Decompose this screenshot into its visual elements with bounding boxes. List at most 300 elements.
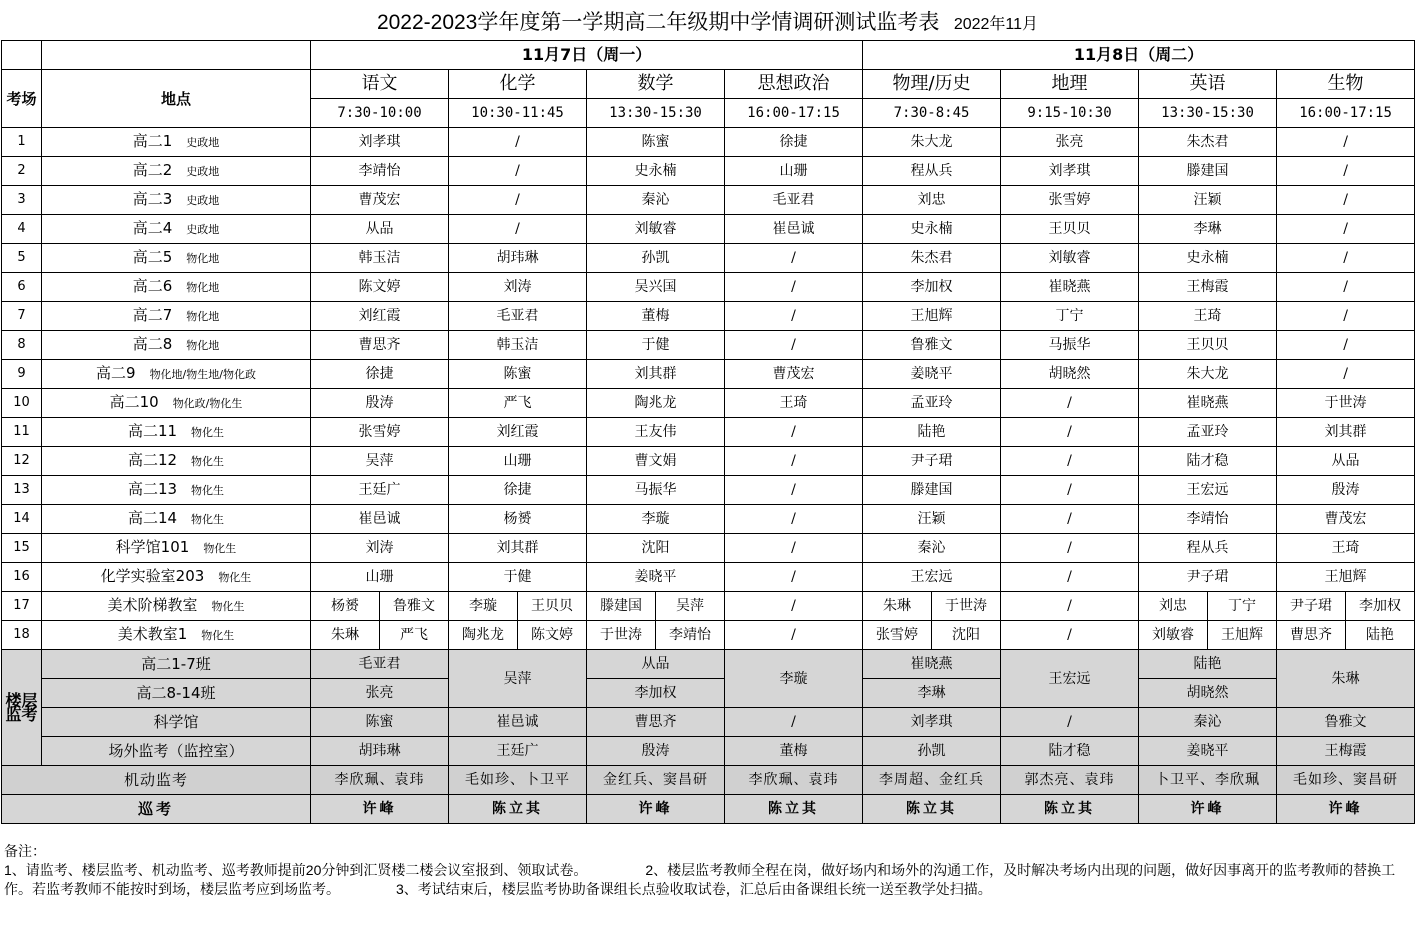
floor-proctor-cell: 董梅: [725, 737, 863, 766]
floor-row: [2, 650, 1415, 679]
proctor-cell: 朱杰君: [863, 244, 1001, 273]
proctor-cell: 陈蜜: [449, 360, 587, 389]
proctor-cell: 崔晓燕: [1001, 273, 1139, 302]
table-row: [2, 186, 1415, 215]
proctor-cell: /: [1277, 186, 1415, 215]
room-name: 高二11: [127, 422, 178, 440]
room-track: 史政地: [186, 136, 220, 149]
title-date: 2022年11月: [953, 16, 1039, 33]
proctor-cell: 从品: [1277, 447, 1415, 476]
proctor-name: 王贝贝: [517, 592, 586, 620]
floor-proctor-cell: 陆才稳: [1001, 737, 1139, 766]
day2-header: 11月8日（周二）: [863, 41, 1415, 70]
mobile-row: [2, 766, 1415, 795]
proctor-cell: [587, 621, 725, 650]
proctor-cell: 刘涛: [449, 273, 587, 302]
proctor-cell: 李加权: [863, 273, 1001, 302]
table-row: [2, 128, 1415, 157]
proctor-name: 沈阳: [931, 621, 1000, 649]
floor-area: 科学馆: [42, 708, 311, 737]
proctor-name: 刘敏睿: [1152, 627, 1195, 643]
proctor-cell: [1139, 621, 1277, 650]
room-name: 高二8: [132, 335, 173, 353]
proctor-cell: 汪颖: [1139, 186, 1277, 215]
proctor-pair: [1139, 592, 1276, 620]
exam-schedule-table: [1, 40, 1415, 824]
proctor-cell: /: [725, 244, 863, 273]
floor-proctor-cell: 张亮: [311, 679, 449, 708]
proctor-cell: /: [1277, 331, 1415, 360]
table-row: [2, 273, 1415, 302]
proctor-name: 李靖怡: [655, 621, 724, 649]
proctor-cell: 李靖怡: [1139, 505, 1277, 534]
proctor-cell: 胡玮琳: [449, 244, 587, 273]
room-location: [42, 621, 311, 650]
proctor-name: 李加权: [1345, 592, 1414, 620]
mobile-proctor-cell: 李欣珮、袁玮: [725, 766, 863, 795]
mobile-proctor-cell: 毛如珍、卜卫平: [449, 766, 587, 795]
proctor-cell: 毛亚君: [449, 302, 587, 331]
proctor-cell: [311, 621, 449, 650]
proctor-cell: 程从兵: [1139, 534, 1277, 563]
room-track: 史政地: [186, 194, 220, 207]
mobile-proctor-cell: 李欣珮、袁玮: [311, 766, 449, 795]
proctor-cell: 徐捷: [311, 360, 449, 389]
room-name: 高二6: [132, 277, 173, 295]
floor-proctor-cell: 鲁雅文: [1277, 708, 1415, 737]
proctor-cell: [449, 592, 587, 621]
proctor-pair: [311, 592, 448, 620]
proctor-cell: 刘其群: [587, 360, 725, 389]
time-header: 10:30-11:45: [449, 99, 587, 128]
proctor-cell: 董梅: [587, 302, 725, 331]
proctor-cell: 姜晓平: [587, 563, 725, 592]
proctor-cell: /: [1277, 273, 1415, 302]
room-name: 高二3: [132, 190, 173, 208]
proctor-name: 陆艳: [1345, 621, 1414, 649]
proctor-cell: 于世涛: [1277, 389, 1415, 418]
proctor-cell: 汪颖: [863, 505, 1001, 534]
proctor-cell: 尹子珺: [863, 447, 1001, 476]
proctor-cell: 王廷广: [311, 476, 449, 505]
proctor-cell: 朱杰君: [1139, 128, 1277, 157]
room-location: [42, 273, 311, 302]
proctor-name: 于世涛: [600, 627, 642, 643]
proctor-cell: 韩玉洁: [311, 244, 449, 273]
proctor-cell: 秦沁: [863, 534, 1001, 563]
table-row: [2, 476, 1415, 505]
proctor-cell: 陶兆龙: [587, 389, 725, 418]
room-name: 高二4: [132, 219, 173, 237]
header-subject-row: [2, 70, 1415, 99]
floor-proctor-cell: 吴萍: [449, 650, 587, 708]
room-name: 高二1: [132, 132, 173, 150]
mobile-proctor-cell: 金红兵、窦昌研: [587, 766, 725, 795]
proctor-cell: [449, 621, 587, 650]
table-row: [2, 534, 1415, 563]
room-location: [42, 534, 311, 563]
room-location: [42, 157, 311, 186]
proctor-cell: 曹思齐: [311, 331, 449, 360]
subject-header: 物理/历史: [863, 70, 1001, 99]
patrol-cell: 陈立其: [449, 795, 587, 824]
blank-cell: [42, 41, 311, 70]
room-number: 13: [2, 476, 42, 505]
proctor-cell: 刘敏睿: [1001, 244, 1139, 273]
proctor-cell: 王旭辉: [1277, 563, 1415, 592]
proctor-cell: 杨赟: [449, 505, 587, 534]
floor-area: 场外监考（监控室）: [42, 737, 311, 766]
proctor-name: 滕建国: [600, 598, 642, 614]
subject-header: 英语: [1139, 70, 1277, 99]
proctor-cell: /: [1001, 592, 1139, 621]
room-name: 高二7: [132, 306, 173, 324]
proctor-pair: [1277, 592, 1414, 620]
proctor-cell: 刘孝琪: [1001, 157, 1139, 186]
room-track: 物化生: [201, 629, 235, 642]
table-row: [2, 331, 1415, 360]
sheet-title: [0, 6, 1415, 36]
proctor-cell: 刘其群: [1277, 418, 1415, 447]
room-location: [42, 592, 311, 621]
proctor-cell: /: [725, 505, 863, 534]
proctor-cell: /: [1001, 534, 1139, 563]
proctor-cell: 陆才稳: [1139, 447, 1277, 476]
room-location: [42, 360, 311, 389]
patrol-cell: 陈立其: [863, 795, 1001, 824]
table-row: [2, 215, 1415, 244]
proctor-cell: [1277, 621, 1415, 650]
proctor-cell: 王梅霞: [1139, 273, 1277, 302]
proctor-cell: /: [1277, 244, 1415, 273]
proctor-cell: /: [449, 215, 587, 244]
room-track: 史政地: [186, 223, 220, 236]
proctor-cell: /: [725, 418, 863, 447]
room-name: 高二5: [132, 248, 173, 266]
proctor-name: 尹子珺: [1290, 598, 1333, 614]
proctor-cell: /: [1277, 302, 1415, 331]
room-track: 物化生: [191, 513, 225, 526]
proctor-cell: 王琦: [725, 389, 863, 418]
room-number: 17: [2, 592, 42, 621]
proctor-cell: /: [1001, 563, 1139, 592]
proctor-cell: 徐捷: [449, 476, 587, 505]
proctor-cell: 严飞: [449, 389, 587, 418]
proctor-cell: 张雪婷: [311, 418, 449, 447]
room-number: 7: [2, 302, 42, 331]
proctor-cell: /: [725, 331, 863, 360]
proctor-cell: 崔晓燕: [1139, 389, 1277, 418]
room-track: 物化生: [203, 542, 237, 555]
proctor-cell: /: [725, 621, 863, 650]
proctor-cell: 姜晓平: [863, 360, 1001, 389]
proctor-cell: 殷涛: [311, 389, 449, 418]
proctor-cell: 王琦: [1277, 534, 1415, 563]
proctor-cell: /: [1277, 128, 1415, 157]
proctor-pair: [1277, 621, 1414, 649]
floor-area: 高二1-7班: [42, 650, 311, 679]
proctor-name: 陶兆龙: [462, 627, 504, 643]
proctor-cell: /: [1001, 505, 1139, 534]
title-text: 2022-2023学年度第一学期高二年级期中学情调研测试监考表: [376, 11, 940, 34]
proctor-pair: [311, 621, 448, 649]
proctor-pair: [587, 621, 724, 649]
proctor-cell: 刘其群: [449, 534, 587, 563]
floor-proctor-cell: 朱琳: [1277, 650, 1415, 708]
floor-proctor-cell: 刘孝琪: [863, 708, 1001, 737]
floor-proctor-cell: 殷涛: [587, 737, 725, 766]
proctor-pair: [863, 592, 1000, 620]
proctor-pair: [587, 592, 724, 620]
note-3: 3、考试结束后，楼层监考协助备课组长点验收取试卷，汇总后由备课组长统一送至教学处扫描。: [396, 881, 992, 897]
table-row: [2, 360, 1415, 389]
proctor-cell: 刘敏睿: [587, 215, 725, 244]
proctor-cell: 毛亚君: [725, 186, 863, 215]
proctor-name: 鲁雅文: [379, 592, 448, 620]
proctor-cell: 王友伟: [587, 418, 725, 447]
floor-proctor-cell: 崔邑诚: [449, 708, 587, 737]
subject-header: 思想政治: [725, 70, 863, 99]
proctor-cell: 朱大龙: [1139, 360, 1277, 389]
room-name: 高二12: [127, 451, 178, 469]
room-track: 物化生: [191, 484, 225, 497]
proctor-pair: [1139, 621, 1276, 649]
proctor-cell: /: [725, 592, 863, 621]
room-number: 3: [2, 186, 42, 215]
floor-proctor-cell: 李加权: [587, 679, 725, 708]
room-number: 12: [2, 447, 42, 476]
room-number: 14: [2, 505, 42, 534]
proctor-cell: 曹文娟: [587, 447, 725, 476]
patrol-cell: 陈立其: [725, 795, 863, 824]
proctor-cell: 吴萍: [311, 447, 449, 476]
table-row: [2, 621, 1415, 650]
proctor-cell: /: [1001, 389, 1139, 418]
proctor-cell: 刘孝琪: [311, 128, 449, 157]
proctor-name: 陈文婷: [517, 621, 586, 649]
proctor-cell: /: [1277, 360, 1415, 389]
mobile-label: 机动监考: [2, 766, 311, 795]
proctor-cell: 陆艳: [863, 418, 1001, 447]
floor-proctor-cell: 秦沁: [1139, 708, 1277, 737]
proctor-cell: [1277, 592, 1415, 621]
table-row: [2, 418, 1415, 447]
room-track: 物化地: [186, 310, 220, 323]
proctor-cell: 史永楠: [1139, 244, 1277, 273]
floor-proctor-cell: /: [725, 708, 863, 737]
table-row: [2, 563, 1415, 592]
proctor-cell: 马振华: [587, 476, 725, 505]
proctor-cell: 王宏远: [1139, 476, 1277, 505]
proctor-name: 曹思齐: [1290, 627, 1333, 643]
proctor-name: 丁宁: [1207, 592, 1276, 620]
proctor-cell: 孙凯: [587, 244, 725, 273]
table-row: [2, 302, 1415, 331]
room-track: 物化地: [186, 339, 220, 352]
proctor-cell: 滕建国: [1139, 157, 1277, 186]
mobile-proctor-cell: 郭杰亮、袁玮: [1001, 766, 1139, 795]
proctor-cell: 丁宁: [1001, 302, 1139, 331]
proctor-cell: 徐捷: [725, 128, 863, 157]
proctor-cell: /: [449, 128, 587, 157]
floor-proctor-cell: 孙凯: [863, 737, 1001, 766]
proctor-name: 王旭辉: [1207, 621, 1276, 649]
proctor-cell: 于健: [587, 331, 725, 360]
proctor-cell: /: [1277, 215, 1415, 244]
proctor-cell: /: [725, 273, 863, 302]
proctor-cell: 刘涛: [311, 534, 449, 563]
room-number: 1: [2, 128, 42, 157]
proctor-pair: [449, 592, 586, 620]
room-name: 高二14: [127, 509, 178, 527]
room-number: 8: [2, 331, 42, 360]
note-2: 2、楼层监考教师全程在岗，做好场内和场外的沟通工作，及时解决考场内出现的问题，做好因事离开的监考教师的替换工作。若监考教师不能按时到场，楼层监考应到场监考。: [4, 862, 1396, 897]
patrol-row: [2, 795, 1415, 824]
note-1: 1、请监考、楼层监考、机动监考、巡考教师提前20分钟到汇贤楼二楼会议室报到、领取试卷。: [4, 862, 588, 878]
room-track: 物化地: [186, 281, 220, 294]
time-header: 16:00-17:15: [1277, 99, 1415, 128]
proctor-cell: 于健: [449, 563, 587, 592]
time-header: 13:30-15:30: [587, 99, 725, 128]
floor-proctor-cell: 李琳: [863, 679, 1001, 708]
table-row: [2, 244, 1415, 273]
time-header: 9:15-10:30: [1001, 99, 1139, 128]
floor-proctor-cell: 崔晓燕: [863, 650, 1001, 679]
room-location: [42, 389, 311, 418]
proctor-cell: 胡晓然: [1001, 360, 1139, 389]
patrol-cell: 许峰: [587, 795, 725, 824]
floor-proctor-cell: 王廷广: [449, 737, 587, 766]
room-name: 高二10: [109, 393, 159, 411]
proctor-cell: 孟亚玲: [1139, 418, 1277, 447]
location-col-header: 地点: [42, 70, 311, 128]
floor-proctor-cell: 王宏远: [1001, 650, 1139, 708]
subject-header: 数学: [587, 70, 725, 99]
room-number: 15: [2, 534, 42, 563]
notes-heading: 备注：: [4, 843, 46, 859]
proctor-name: 朱琳: [331, 627, 359, 643]
room-number: 11: [2, 418, 42, 447]
subject-header: 地理: [1001, 70, 1139, 99]
proctor-cell: 山珊: [311, 563, 449, 592]
proctor-name: 朱琳: [883, 598, 912, 614]
proctor-cell: 王旭辉: [863, 302, 1001, 331]
room-number: 9: [2, 360, 42, 389]
patrol-cell: 许峰: [1139, 795, 1277, 824]
proctor-cell: 刘红霞: [449, 418, 587, 447]
table-row: [2, 389, 1415, 418]
proctor-pair: [449, 621, 586, 649]
mobile-proctor-cell: 李周超、金红兵: [863, 766, 1001, 795]
room-location: [42, 505, 311, 534]
proctor-cell: 陈文婷: [311, 273, 449, 302]
time-header: 16:00-17:15: [725, 99, 863, 128]
room-track: 史政地: [186, 165, 220, 178]
floor-proctor-label: 楼层监考: [2, 650, 42, 766]
room-track: 物化生: [218, 571, 252, 584]
proctor-cell: 曹茂宏: [1277, 505, 1415, 534]
floor-proctor-cell: 毛亚君: [311, 650, 449, 679]
room-location: [42, 447, 311, 476]
proctor-cell: 曹茂宏: [311, 186, 449, 215]
subject-header: 生物: [1277, 70, 1415, 99]
proctor-cell: 山珊: [725, 157, 863, 186]
proctor-cell: /: [725, 302, 863, 331]
room-track: 物化政/物化生: [172, 397, 243, 410]
floor-row: [2, 737, 1415, 766]
proctor-cell: 王宏远: [863, 563, 1001, 592]
room-number: 2: [2, 157, 42, 186]
time-header: 7:30-10:00: [311, 99, 449, 128]
proctor-cell: 刘红霞: [311, 302, 449, 331]
proctor-cell: 尹子珺: [1139, 563, 1277, 592]
proctor-cell: /: [725, 563, 863, 592]
proctor-cell: 刘忠: [863, 186, 1001, 215]
floor-row: [2, 708, 1415, 737]
floor-proctor-cell: 陆艳: [1139, 650, 1277, 679]
room-track: 物化生: [191, 455, 225, 468]
proctor-name: 吴萍: [655, 592, 724, 620]
proctor-cell: 程从兵: [863, 157, 1001, 186]
proctor-cell: 李靖怡: [311, 157, 449, 186]
proctor-cell: 张亮: [1001, 128, 1139, 157]
proctor-cell: [863, 621, 1001, 650]
room-number: 16: [2, 563, 42, 592]
proctor-cell: [587, 592, 725, 621]
proctor-cell: 张雪婷: [1001, 186, 1139, 215]
table-row: [2, 505, 1415, 534]
proctor-cell: /: [1001, 621, 1139, 650]
proctor-cell: 朱大龙: [863, 128, 1001, 157]
room-location: [42, 215, 311, 244]
proctor-cell: 吴兴国: [587, 273, 725, 302]
floor-proctor-cell: 姜晓平: [1139, 737, 1277, 766]
room-number: 5: [2, 244, 42, 273]
proctor-cell: 史永楠: [863, 215, 1001, 244]
room-col-header: 考场: [2, 70, 42, 128]
patrol-cell: 许峰: [1277, 795, 1415, 824]
room-number: 10: [2, 389, 42, 418]
proctor-cell: [311, 592, 449, 621]
proctor-cell: 从品: [311, 215, 449, 244]
room-track: 物化生: [191, 426, 225, 439]
room-location: [42, 302, 311, 331]
proctor-pair: [863, 621, 1000, 649]
floor-proctor-cell: 王梅霞: [1277, 737, 1415, 766]
proctor-name: 李璇: [469, 598, 497, 614]
room-name: 化学实验室203: [100, 567, 205, 585]
room-name: 高二9: [96, 364, 136, 382]
room-location: [42, 128, 311, 157]
floor-row: [2, 679, 1415, 708]
day1-header: 11月7日（周一）: [311, 41, 863, 70]
room-location: [42, 563, 311, 592]
proctor-cell: /: [449, 186, 587, 215]
proctor-cell: 滕建国: [863, 476, 1001, 505]
proctor-cell: [863, 592, 1001, 621]
proctor-cell: 殷涛: [1277, 476, 1415, 505]
table-row: [2, 592, 1415, 621]
floor-proctor-cell: 胡玮琳: [311, 737, 449, 766]
proctor-cell: 曹茂宏: [725, 360, 863, 389]
patrol-cell: 陈立其: [1001, 795, 1139, 824]
proctor-cell: 李璇: [587, 505, 725, 534]
room-number: 18: [2, 621, 42, 650]
proctor-cell: 秦沁: [587, 186, 725, 215]
room-track: 物化生: [211, 600, 245, 613]
proctor-cell: /: [449, 157, 587, 186]
floor-proctor-cell: 曹思齐: [587, 708, 725, 737]
